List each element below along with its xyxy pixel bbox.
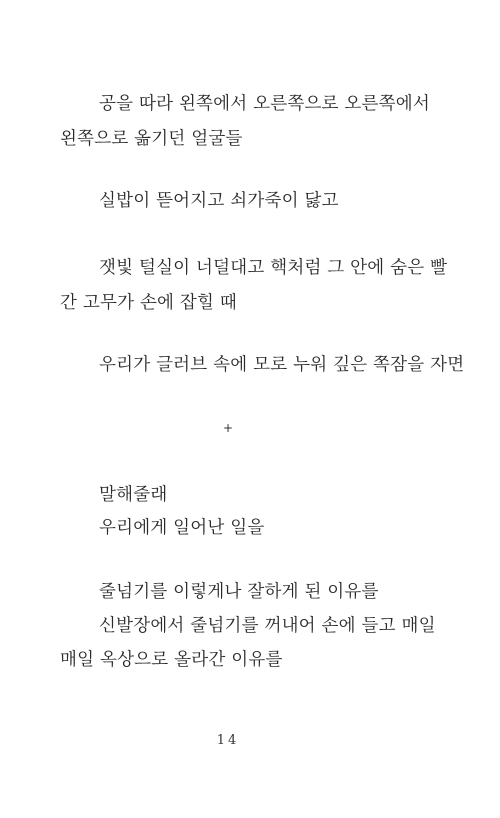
poem-line: 말해줄래 [99, 485, 168, 505]
section-separator: + [222, 421, 234, 435]
poem-line: 매일 옥상으로 올라간 이유를 [60, 650, 283, 670]
poem-line: 줄넘기를 이렇게나 잘하게 된 이유를 [99, 582, 379, 602]
poem-line: 실밥이 뜯어지고 쇠가죽이 닳고 [99, 191, 339, 211]
poem-line: 공을 따라 왼쪽에서 오른쪽으로 오른쪽에서 [99, 94, 430, 114]
poem-line: 우리에게 일어난 일을 [99, 518, 265, 538]
page-number: 14 [216, 733, 240, 748]
poem-line: 신발장에서 줄넘기를 꺼내어 손에 들고 매일 [99, 616, 436, 636]
poem-line: 잿빛 털실이 너덜대고 핵처럼 그 안에 숨은 빨 [99, 258, 448, 278]
poem-line: 우리가 글러브 속에 모로 누워 깊은 쪽잠을 자면 [99, 355, 465, 375]
poem-line: 왼쪽으로 옮기던 얼굴들 [60, 129, 243, 149]
poem-line: 간 고무가 손에 잡힐 때 [60, 293, 237, 313]
